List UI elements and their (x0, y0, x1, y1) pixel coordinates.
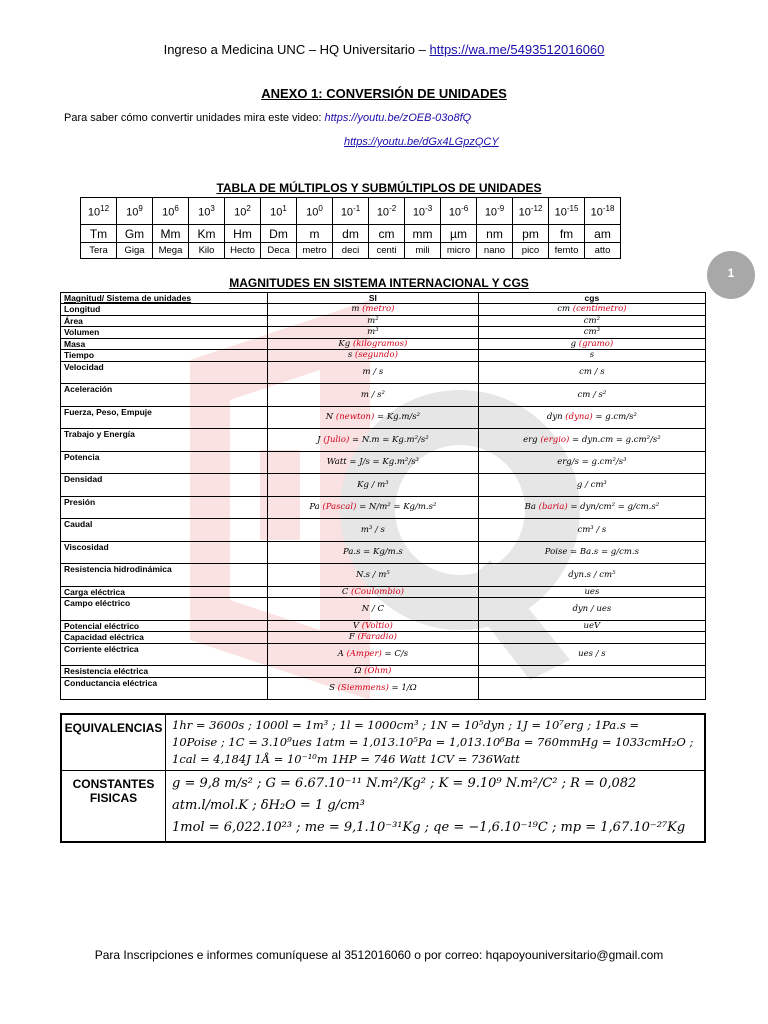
symbol-cell: pm (513, 225, 549, 243)
cgs-unit (478, 666, 705, 678)
power-cell (513, 198, 549, 225)
symbol-cell: m (297, 225, 333, 243)
si-unit-name: (Julio) (320, 434, 350, 445)
magnitude-name: Carga eléctrica (61, 586, 268, 598)
cgs-unit-equivalence: = g.cm/s² (592, 412, 637, 423)
cgs-unit (478, 327, 705, 339)
cgs-unit (478, 474, 705, 497)
si-unit (268, 429, 479, 452)
magnitude-row (61, 451, 706, 474)
cgs-unit-name: (baria) (535, 502, 568, 513)
cgs-unit-symbol: cm / s (579, 367, 605, 378)
magnitude-row (61, 315, 706, 327)
magnitude-name: Área (61, 315, 268, 327)
power-base: 10 (87, 206, 101, 219)
power-cell (297, 198, 333, 225)
cgs-unit (478, 541, 705, 564)
equivalence-line: 1cal = 4,184J 1Å = 10⁻¹⁰m 1HP = 746 Watt 1CV = 736Watt (172, 752, 520, 766)
si-unit-symbol: F (348, 632, 355, 643)
prefix-cell: Mega (153, 243, 189, 259)
symbols-row (81, 225, 621, 243)
prefix-cell: Tera (81, 243, 117, 259)
cgs-unit-name: (gramo) (576, 338, 614, 349)
magnitude-row (61, 677, 706, 700)
power-exponent: -6 (461, 203, 469, 213)
magnitudes-table (60, 292, 706, 700)
header-si: SI (268, 293, 479, 304)
si-unit (268, 361, 479, 384)
cgs-unit (478, 384, 705, 407)
constant-line: 1mol = 6,022.10²³ ; me = 9,1.10⁻³¹Kg ; qe = −1,6.10⁻¹⁹C ; mp = 1,67.10⁻²⁷Kg (172, 820, 686, 835)
cgs-unit (478, 564, 705, 587)
si-unit (268, 677, 479, 700)
cgs-unit (478, 304, 705, 316)
prefix-cell: micro (441, 243, 477, 259)
intro-label: Para saber cómo convertir unidades mira este video: (64, 112, 325, 124)
magnitude-row (61, 643, 706, 666)
si-unit-equivalence: = N/m² = Kg/m.s² (356, 502, 437, 513)
magnitude-name: Volumen (61, 327, 268, 339)
si-unit-name: (Ohm) (361, 666, 392, 677)
power-exponent: 1 (282, 203, 287, 213)
cgs-unit-symbol: dyn.s / cm⁵ (568, 569, 616, 580)
power-cell (117, 198, 153, 225)
page-number-badge: 1 (707, 251, 755, 299)
page-header (0, 42, 768, 57)
symbol-cell: Dm (261, 225, 297, 243)
prefix-cell: nano (477, 243, 513, 259)
power-exponent: 6 (174, 203, 179, 213)
cgs-unit (478, 643, 705, 666)
si-unit-name: (Faradio) (354, 632, 397, 643)
si-unit-equivalence: = Kg.m/s² (374, 412, 421, 423)
intro-text (64, 112, 471, 124)
si-unit-symbol: m³ (367, 327, 379, 338)
power-base: 10 (306, 206, 319, 219)
power-cell (261, 198, 297, 225)
cgs-unit (478, 350, 705, 362)
cgs-unit-symbol: cm³ (583, 327, 600, 338)
si-unit-symbol: J (317, 434, 321, 445)
magnitude-name: Potencia (61, 451, 268, 474)
si-unit-symbol: Pa (309, 502, 320, 513)
si-unit (268, 620, 479, 632)
symbol-cell: mm (405, 225, 441, 243)
symbol-cell: dm (333, 225, 369, 243)
prefix-cell: Deca (261, 243, 297, 259)
si-unit (268, 338, 479, 350)
si-unit (268, 384, 479, 407)
si-unit (268, 564, 479, 587)
header-text: Ingreso a Medicina UNC – HQ Universitario – (163, 42, 430, 57)
cgs-unit (478, 677, 705, 700)
prefix-cell: Giga (117, 243, 153, 259)
magnitude-row (61, 304, 706, 316)
si-unit-equivalence: = C/s (381, 649, 409, 660)
cgs-unit-symbol: g / cm³ (576, 479, 607, 490)
si-unit (268, 451, 479, 474)
prefix-cell: Kilo (189, 243, 225, 259)
magnitude-name: Caudal (61, 519, 268, 542)
prefix-cell: pico (513, 243, 549, 259)
symbol-cell: am (585, 225, 621, 243)
power-base: 10 (376, 206, 390, 219)
constants-body (166, 771, 704, 841)
magnitude-name: Campo eléctrico (61, 598, 268, 621)
multiples-title: TABLA DE MÚLTIPLOS Y SUBMÚLTIPLOS DE UNIDADES (216, 181, 542, 195)
si-unit (268, 350, 479, 362)
magnitude-name: Masa (61, 338, 268, 350)
magnitude-row (61, 474, 706, 497)
cgs-unit-symbol: Ba (524, 502, 536, 513)
power-exponent: -9 (497, 203, 505, 213)
power-base: 10 (198, 206, 211, 219)
symbol-cell: Gm (117, 225, 153, 243)
cgs-unit-symbol: cm² (583, 315, 600, 326)
magnitude-name: Aceleración (61, 384, 268, 407)
magnitude-name: Viscosidad (61, 541, 268, 564)
magnitude-row (61, 384, 706, 407)
symbol-cell: µm (441, 225, 477, 243)
magnitude-name: Densidad (61, 474, 268, 497)
magnitude-row (61, 496, 706, 519)
power-cell (405, 198, 441, 225)
power-cell (549, 198, 585, 225)
cgs-unit (478, 315, 705, 327)
constant-line: g = 9,8 m/s² ; G = 6.67.10⁻¹¹ N.m²/Kg² ; K = 9.10⁹ N.m²/C² ; R = 0,082 atm.l/mol.K ; δH₂O = 1 g/cm³ (172, 776, 637, 813)
cgs-unit-name: (ergio) (537, 434, 570, 445)
si-unit (268, 496, 479, 519)
symbol-cell: Hm (225, 225, 261, 243)
prefix-cell: mili (405, 243, 441, 259)
cgs-unit-symbol: dyn (546, 412, 563, 423)
prefix-cell: deci (333, 243, 369, 259)
cgs-unit-symbol: cm / s² (577, 389, 607, 400)
magnitudes-header-row (61, 293, 706, 304)
power-exponent: -18 (602, 203, 615, 213)
magnitudes-title: MAGNITUDES EN SISTEMA INTERNACIONAL Y CGS (229, 276, 529, 290)
power-exponent: -12 (530, 203, 543, 213)
prefix-cell: Hecto (225, 243, 261, 259)
symbol-cell: fm (549, 225, 585, 243)
cgs-unit-symbol: g (570, 338, 577, 349)
si-unit-symbol: N (325, 412, 334, 423)
si-unit-name: (Coulombio) (348, 586, 404, 597)
si-unit-name: (metro) (359, 304, 395, 315)
magnitude-row (61, 350, 706, 362)
si-unit-name: (Amper) (343, 649, 382, 660)
power-base: 10 (270, 206, 283, 219)
magnitude-row (61, 429, 706, 452)
cgs-unit (478, 620, 705, 632)
si-unit-symbol: m / s² (360, 389, 385, 400)
symbol-cell: Tm (81, 225, 117, 243)
whatsapp-link[interactable]: https://wa.me/5493512016060 (429, 42, 605, 57)
power-exponent: -1 (353, 203, 361, 213)
si-unit (268, 474, 479, 497)
magnitude-row (61, 519, 706, 542)
si-unit-name: (kilogramos) (350, 338, 408, 349)
magnitude-row (61, 620, 706, 632)
magnitude-name: Fuerza, Peso, Empuje (61, 406, 268, 429)
si-unit-symbol: S (329, 683, 335, 694)
cgs-unit (478, 586, 705, 598)
si-unit (268, 304, 479, 316)
video-link-1[interactable]: https://youtu.be/zOEB-03o8fQ (324, 112, 472, 124)
header-magnitude: Magnitud/ Sistema de unidades (61, 293, 268, 304)
si-unit-symbol: m³ / s (360, 524, 385, 535)
equivalences-body (166, 715, 704, 770)
video-link-2[interactable]: https://youtu.be/dGx4LGpzQCY (344, 136, 499, 148)
power-cell (441, 198, 477, 225)
magnitude-name: Resistencia eléctrica (61, 666, 268, 678)
prefix-cell: atto (585, 243, 621, 259)
power-exponent: -2 (389, 203, 397, 213)
cgs-unit-symbol: cm (557, 304, 571, 315)
cgs-unit-symbol: erg (523, 434, 538, 445)
powers-row (81, 198, 621, 225)
power-cell (477, 198, 513, 225)
magnitude-row (61, 361, 706, 384)
power-base: 10 (126, 206, 139, 219)
constants-row (62, 770, 704, 841)
magnitude-name: Resistencia hidrodinámica (61, 564, 268, 587)
magnitude-name: Velocidad (61, 361, 268, 384)
magnitude-row (61, 586, 706, 598)
magnitude-row (61, 632, 706, 644)
si-unit (268, 315, 479, 327)
cgs-unit (478, 451, 705, 474)
power-cell (333, 198, 369, 225)
magnitude-row (61, 327, 706, 339)
si-unit (268, 643, 479, 666)
magnitude-row (61, 406, 706, 429)
magnitude-row (61, 564, 706, 587)
si-unit (268, 632, 479, 644)
power-cell (189, 198, 225, 225)
cgs-unit (478, 361, 705, 384)
si-unit (268, 519, 479, 542)
equivalence-line: 10Poise ; 1C = 3.10⁹ues 1atm = 1,013.10⁵Pa = 1,013.10⁶Ba = 760mmHg = 1033cmH₂O ; (172, 735, 694, 749)
annex-title: ANEXO 1: CONVERSIÓN DE UNIDADES (261, 86, 507, 101)
cgs-unit-equivalence: = dyn.cm = g.cm²/s² (569, 434, 661, 445)
si-unit-name: (newton) (333, 412, 375, 423)
si-unit (268, 586, 479, 598)
power-cell (585, 198, 621, 225)
power-exponent: 3 (210, 203, 215, 213)
si-unit (268, 327, 479, 339)
si-unit-symbol: Pa.s = Kg/m.s (342, 547, 403, 558)
cgs-unit (478, 429, 705, 452)
magnitude-name: Corriente eléctrica (61, 643, 268, 666)
power-exponent: 2 (246, 203, 251, 213)
power-exponent: 12 (100, 203, 110, 213)
magnitude-row (61, 338, 706, 350)
si-unit-name: (Pascal) (319, 502, 357, 513)
cgs-unit-symbol: cm³ / s (577, 524, 607, 535)
si-unit (268, 598, 479, 621)
si-unit (268, 666, 479, 678)
si-unit-symbol: N.s / m⁵ (356, 569, 390, 580)
power-cell (225, 198, 261, 225)
magnitude-name: Potencial eléctrico (61, 620, 268, 632)
cgs-unit-equivalence: = dyn/cm² = g/cm.s² (567, 502, 660, 513)
power-cell (153, 198, 189, 225)
si-unit-symbol: s (347, 350, 353, 361)
si-unit (268, 406, 479, 429)
power-base: 10 (554, 206, 567, 219)
equivalences-row (62, 715, 704, 770)
power-base: 10 (484, 206, 498, 219)
cgs-unit (478, 406, 705, 429)
magnitude-row (61, 666, 706, 678)
equivalences-constants-box (60, 713, 706, 843)
si-unit-symbol: A (337, 649, 344, 660)
magnitude-name: Capacidad eléctrica (61, 632, 268, 644)
power-base: 10 (590, 206, 603, 219)
si-unit-symbol: Kg (338, 338, 351, 349)
constants-label: CONSTANTES FISICAS (62, 771, 166, 841)
equivalences-label: EQUIVALENCIAS (62, 715, 166, 770)
cgs-unit-symbol: dyn / ues (572, 603, 612, 614)
cgs-unit-symbol: ues / s (578, 649, 606, 660)
cgs-unit-name: (dyna) (562, 412, 593, 423)
si-unit-name: (Voltio) (359, 620, 393, 631)
cgs-unit-symbol: erg/s = g.cm²/s³ (557, 457, 627, 468)
si-unit-symbol: m (351, 304, 360, 315)
symbol-cell: nm (477, 225, 513, 243)
si-unit-symbol: C (341, 586, 349, 597)
cgs-unit-symbol: s (589, 350, 595, 361)
magnitude-row (61, 541, 706, 564)
si-unit-name: (segundo) (352, 350, 398, 361)
cgs-unit-name: (centímetro) (570, 304, 627, 315)
power-base: 10 (518, 206, 531, 219)
cgs-unit-symbol: ueV (583, 620, 601, 631)
power-cell (369, 198, 405, 225)
si-unit-symbol: V (352, 620, 360, 631)
power-base: 10 (412, 206, 426, 219)
power-exponent: -3 (425, 203, 433, 213)
equivalence-line: 1hr = 3600s ; 1000l = 1m³ ; 1l = 1000cm³ ; 1N = 10⁵dyn ; 1J = 10⁷erg ; 1Pa.s = (172, 718, 640, 732)
power-base: 10 (448, 206, 462, 219)
power-base: 10 (162, 206, 175, 219)
power-base: 10 (340, 206, 354, 219)
magnitude-name: Longitud (61, 304, 268, 316)
magnitude-row (61, 598, 706, 621)
cgs-unit (478, 519, 705, 542)
cgs-unit (478, 496, 705, 519)
cgs-unit (478, 598, 705, 621)
cgs-unit-symbol: ues (584, 586, 600, 597)
header-cgs: cgs (478, 293, 705, 304)
power-exponent: -15 (566, 203, 579, 213)
power-exponent: 0 (318, 203, 323, 213)
si-unit-symbol: Kg / m³ (357, 479, 389, 490)
si-unit (268, 541, 479, 564)
magnitude-name: Conductancia eléctrica (61, 677, 268, 700)
magnitude-name: Tiempo (61, 350, 268, 362)
power-cell (81, 198, 117, 225)
cgs-unit (478, 338, 705, 350)
si-unit-name: (Siemmens) (334, 683, 389, 694)
prefixes-row (81, 243, 621, 259)
si-unit-symbol: Watt = J/s = Kg.m²/s³ (326, 457, 419, 468)
power-exponent: 9 (138, 203, 143, 213)
si-unit-equivalence: = 1/Ω (388, 683, 417, 694)
si-unit-symbol: Ω (354, 666, 362, 677)
magnitude-name: Trabajo y Energía (61, 429, 268, 452)
si-unit-equivalence: = N.m = Kg.m²/s² (349, 434, 429, 445)
power-base: 10 (234, 206, 247, 219)
page-footer: Para Inscripciones e informes comuníquese al 3512016060 o por correo: hqapoyouniversitario@gmail.com (94, 948, 664, 962)
cgs-unit-symbol: Poise = Ba.s = g/cm.s (544, 547, 639, 558)
prefix-cell: femto (549, 243, 585, 259)
prefix-cell: centi (369, 243, 405, 259)
symbol-cell: Km (189, 225, 225, 243)
prefix-cell: metro (297, 243, 333, 259)
si-unit-symbol: m² (367, 315, 379, 326)
multiples-table (80, 197, 621, 259)
symbol-cell: Mm (153, 225, 189, 243)
cgs-unit (478, 632, 705, 644)
magnitude-name: Presión (61, 496, 268, 519)
si-unit-symbol: m / s (362, 367, 384, 378)
si-unit-symbol: N / C (361, 603, 384, 614)
symbol-cell: cm (369, 225, 405, 243)
